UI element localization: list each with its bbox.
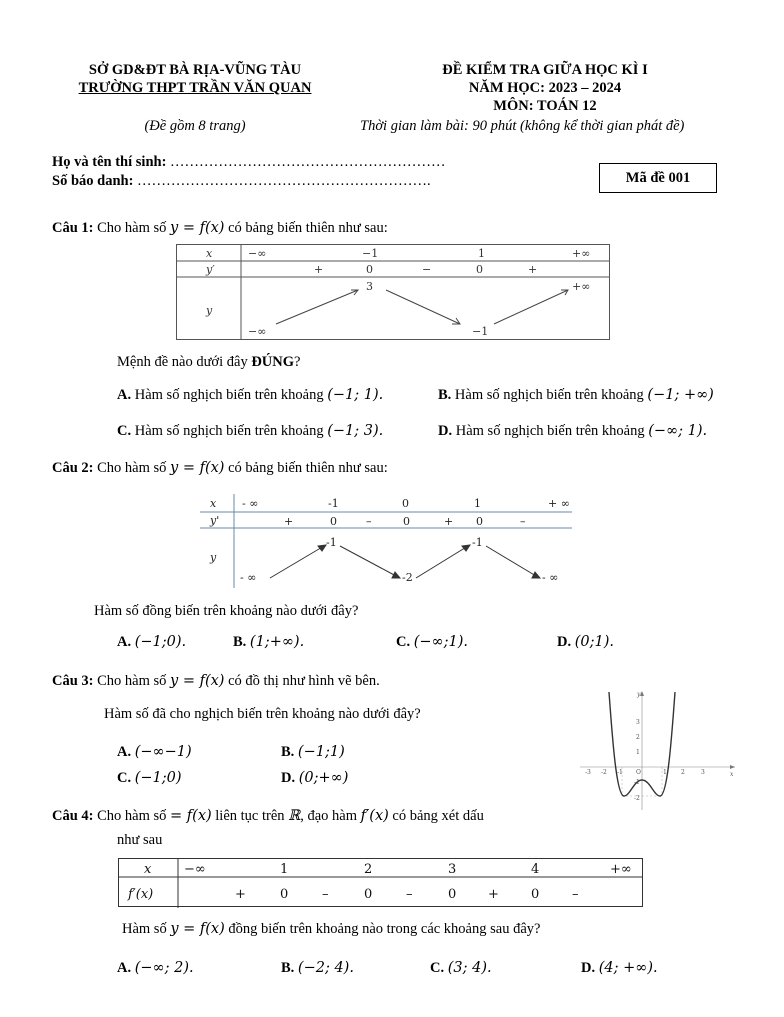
q2-yp-s3: + — [444, 515, 454, 528]
q3-ytick-3: 3 — [636, 719, 640, 726]
q4-fp-header: f′(x) — [128, 887, 154, 902]
exam-code-box: Mã đề 001 — [599, 163, 717, 193]
q3-option-c-math: (−1;0) — [134, 770, 182, 786]
q1-y-max: 3 — [366, 280, 373, 293]
q2-arrow-head1 — [318, 545, 326, 551]
q2-x-val1: -1 — [328, 497, 339, 510]
q4-option-a-key: A. — [117, 960, 132, 976]
q3-graph — [580, 688, 740, 812]
q4-stem — [52, 808, 484, 825]
q3-ytick-neg2: -2 — [634, 795, 640, 802]
q1-y-neg-inf: −∞ — [248, 325, 267, 338]
q1-yp-zero2: 0 — [476, 263, 483, 276]
q1-option-b-text: Hàm số nghịch biến trên khoảng — [454, 387, 644, 403]
q2-y-min: -2 — [402, 571, 413, 584]
q2-option-c-math: (−∞;1). — [413, 634, 468, 650]
student-id-line — [52, 173, 431, 190]
q4-x-header: x — [144, 862, 152, 877]
q2-yp-header: y' — [210, 514, 220, 527]
q3-xtick-neg2: -2 — [601, 769, 607, 776]
q4-fp-z1: 0 — [280, 887, 289, 902]
q3-label: Câu 3: — [52, 673, 94, 689]
q4-option-c-key: C. — [430, 960, 445, 976]
subject: MÔN: TOÁN 12 — [493, 98, 597, 114]
q2-yp-z1: 0 — [330, 515, 337, 528]
q1-option-c-key: C. — [117, 423, 132, 439]
q3-option-b-math: (−1;1) — [297, 744, 345, 760]
q4-option-a-math: (−∞; 2). — [134, 960, 194, 976]
q3-option-b-key: B. — [281, 744, 295, 760]
q1-yp-header: y′ — [206, 263, 215, 276]
q1-y-header: y — [206, 304, 213, 317]
q3-option-d-math: (0;+∞) — [298, 770, 349, 786]
q4-option-c[interactable] — [430, 960, 492, 977]
q4-fp-s1: + — [235, 887, 246, 902]
q4-deriv: f′(x) — [360, 808, 389, 824]
q2-option-d-key: D. — [557, 634, 572, 650]
student-name-label: Họ và tên thí sinh: — [52, 154, 167, 170]
q1-prompt-c: ? — [294, 354, 301, 370]
q3-prompt: Hàm số đã cho nghịch biến trên khoảng nào dưới đây? — [104, 706, 421, 722]
q3-option-c[interactable] — [117, 770, 182, 787]
q1-x-header: x — [206, 247, 213, 260]
q1-variation-table — [176, 244, 610, 340]
q3-xtick-2: 2 — [681, 769, 685, 776]
q2-option-c-key: C. — [396, 634, 411, 650]
student-name-dots: ………………………………………………… — [170, 154, 446, 170]
q2-y-max1: -1 — [326, 536, 337, 549]
q4-option-a[interactable] — [117, 960, 194, 977]
q1-option-d-text: Hàm số nghịch biến trên khoảng — [455, 423, 645, 439]
q1-option-c-text: Hàm số nghịch biến trên khoảng — [134, 423, 324, 439]
q4-fp-s4: + — [488, 887, 499, 902]
q2-variation-table — [200, 494, 572, 588]
q4-x-1: 1 — [280, 862, 289, 877]
q2-arrow-up1 — [270, 546, 324, 578]
q1-prompt — [117, 354, 300, 371]
q1-option-d[interactable] — [438, 423, 707, 440]
q2-stem — [52, 460, 388, 477]
q4-option-c-math: (3; 4). — [447, 960, 492, 976]
q2-text-a: Cho hàm số — [97, 460, 167, 476]
q4-x-3: 3 — [448, 862, 457, 877]
q1-y-pos-inf: +∞ — [572, 280, 591, 293]
q2-yp-s2: – — [366, 515, 372, 528]
time-note: Thời gian làm bài: 90 phút (không kể thời gian phát đề) — [360, 118, 685, 134]
q2-x-val2: 0 — [402, 497, 409, 510]
q4-option-d-key: D. — [581, 960, 596, 976]
q2-yp-z3: 0 — [476, 515, 483, 528]
dept-name: SỞ GD&ĐT BÀ RỊA-VŨNG TÀU — [88, 62, 302, 78]
q1-func: y = f(x) — [170, 220, 225, 236]
q3-option-c-key: C. — [117, 770, 132, 786]
q1-option-a[interactable] — [117, 387, 383, 404]
q3-option-a[interactable] — [117, 744, 192, 761]
q4-func: = f(x) — [170, 808, 212, 824]
q3-option-a-math: (−∞−1) — [134, 744, 192, 760]
q4-x-4: 4 — [531, 862, 540, 877]
q2-x-neg-inf: - ∞ — [242, 497, 259, 510]
q2-arrow-down1 — [340, 546, 396, 576]
q4-x-2: 2 — [364, 862, 373, 877]
q2-option-d[interactable] — [557, 634, 614, 651]
q2-arrow-down2 — [486, 546, 536, 576]
q3-ytick-neg1: -1 — [634, 779, 640, 786]
q3-x-arrow — [730, 765, 735, 769]
q4-fp-z2: 0 — [364, 887, 373, 902]
q1-stem — [52, 220, 388, 237]
q1-x-pos-inf: +∞ — [572, 247, 591, 260]
q3-ytick-2: 2 — [636, 734, 640, 741]
q1-arrow-up2 — [494, 290, 568, 324]
q1-prompt-a: Mệnh đề nào dưới đây — [117, 354, 252, 370]
q2-yp-s4: – — [520, 515, 526, 528]
q3-stem — [52, 673, 380, 690]
q2-y-neg-inf1: - ∞ — [240, 571, 257, 584]
q4-prompt-b: đồng biến trên khoảng nào trong các khoảng sau đây? — [228, 921, 541, 937]
q2-arrow-head2 — [392, 572, 400, 578]
q2-option-a-key: A. — [117, 634, 132, 650]
q3-xtick-neg3: -3 — [585, 769, 591, 776]
q2-y-header: y — [210, 551, 217, 564]
q4-option-d-math: (4; +∞). — [598, 960, 658, 976]
q1-yp-zero1: 0 — [366, 263, 373, 276]
q2-option-a-math: (−1;0). — [134, 634, 187, 650]
q3-x-axis-label: x — [730, 771, 734, 778]
q2-option-b[interactable] — [233, 634, 304, 651]
q3-origin-label: O — [636, 769, 641, 776]
q4-set: ℝ — [288, 808, 301, 824]
q2-option-b-math: (1;+∞). — [249, 634, 305, 650]
q4-fp-z4: 0 — [531, 887, 540, 902]
exam-title: ĐỀ KIỂM TRA GIỮA HỌC KÌ I — [442, 62, 648, 78]
q2-arrow-head4 — [532, 572, 540, 578]
q2-x-pos-inf: + ∞ — [548, 497, 570, 510]
q2-yp-s1: + — [284, 515, 294, 528]
school-name: TRƯỜNG THPT TRẦN VĂN QUAN — [78, 80, 312, 96]
q4-fp-s2: – — [322, 887, 329, 902]
q4-x-neg-inf: −∞ — [184, 862, 206, 877]
q4-text-c: , đạo hàm — [300, 808, 358, 824]
q1-x-neg-inf: −∞ — [248, 247, 267, 260]
q2-option-d-math: (0;1). — [574, 634, 614, 650]
q1-option-b-key: B. — [438, 387, 452, 403]
q2-y-neg-inf2: - ∞ — [542, 571, 559, 584]
q1-option-a-text: Hàm số nghịch biến trên khoảng — [134, 387, 324, 403]
school-year: NĂM HỌC: 2023 – 2024 — [468, 80, 622, 96]
q2-option-c[interactable] — [396, 634, 468, 651]
q4-prompt-func: y = f(x) — [170, 921, 225, 937]
page-count-note: (Đề gồm 8 trang) — [144, 118, 246, 134]
q1-x-val2: 1 — [478, 247, 485, 260]
q1-option-b-math: (−1; +∞) — [647, 387, 714, 403]
q4-text-e: như sau — [117, 832, 163, 848]
q4-text-b: liên tục trên — [215, 808, 285, 824]
q4-sign-table — [118, 858, 643, 908]
q1-option-a-math: (−1; 1). — [327, 387, 384, 403]
q2-x-header: x — [210, 497, 217, 510]
q2-text-b: có bảng biến thiên như sau: — [228, 460, 388, 476]
q1-x-val1: −1 — [362, 247, 379, 260]
q1-option-a-key: A. — [117, 387, 132, 403]
q3-text-b: có đồ thị như hình vẽ bên. — [228, 673, 380, 689]
q3-func: y = f(x) — [170, 673, 225, 689]
q2-prompt: Hàm số đồng biến trên khoảng nào dưới đây? — [94, 603, 359, 619]
q1-arrow-down — [386, 290, 460, 324]
q1-arrow-up1 — [276, 290, 358, 324]
q1-option-d-key: D. — [438, 423, 453, 439]
q3-option-a-key: A. — [117, 744, 132, 760]
q3-option-d-key: D. — [281, 770, 296, 786]
q1-option-d-math: (−∞; 1). — [648, 423, 708, 439]
q2-func: y = f(x) — [170, 460, 225, 476]
q4-fp-z3: 0 — [448, 887, 457, 902]
q4-prompt — [122, 921, 540, 938]
q1-prompt-emph: ĐÚNG — [251, 354, 295, 370]
q1-option-c-math: (−1; 3). — [327, 423, 384, 439]
q2-arrow-head3 — [462, 545, 470, 551]
q4-option-d[interactable] — [581, 960, 658, 977]
q1-text-b: có bảng biến thiên như sau: — [228, 220, 388, 236]
q1-option-c[interactable] — [117, 423, 383, 440]
q3-y-axis-label: y — [637, 691, 641, 698]
q1-label: Câu 1: — [52, 220, 94, 236]
q4-text-a: Cho hàm số — [97, 808, 167, 824]
q4-label: Câu 4: — [52, 808, 94, 824]
q1-option-b[interactable] — [438, 387, 714, 404]
q3-xtick-3: 3 — [701, 769, 705, 776]
q2-option-b-key: B. — [233, 634, 247, 650]
q4-fp-s3: – — [406, 887, 413, 902]
q2-yp-z2: 0 — [403, 515, 410, 528]
q2-arrow-up2 — [416, 546, 468, 578]
q4-option-b[interactable] — [281, 960, 354, 977]
q4-option-b-key: B. — [281, 960, 295, 976]
q1-text-a: Cho hàm số — [97, 220, 167, 236]
q2-option-a[interactable] — [117, 634, 186, 651]
q4-x-pos-inf: +∞ — [610, 862, 632, 877]
student-id-label: Số báo danh: — [52, 173, 134, 189]
q1-yp-sign3: + — [528, 263, 538, 276]
q1-y-min: −1 — [472, 325, 489, 338]
q1-yp-sign2: − — [422, 263, 432, 276]
q3-ytick-1: 1 — [636, 749, 640, 756]
q3-y-arrow — [640, 691, 644, 696]
q3-text-a: Cho hàm số — [97, 673, 167, 689]
q4-text-d: có bảng xét dấu — [392, 808, 484, 824]
q2-y-max2: -1 — [472, 536, 483, 549]
q3-option-d[interactable] — [281, 770, 348, 787]
q2-label: Câu 2: — [52, 460, 94, 476]
q2-x-val3: 1 — [474, 497, 481, 510]
q3-xtick-1: 1 — [663, 769, 667, 776]
student-id-dots: ……………………………………………………. — [137, 173, 431, 189]
q3-option-b[interactable] — [281, 744, 345, 761]
q4-option-b-math: (−2; 4). — [297, 960, 354, 976]
q4-prompt-a: Hàm số — [122, 921, 167, 937]
q4-fp-s5: – — [572, 887, 579, 902]
student-name-line — [52, 154, 446, 171]
q1-yp-sign1: + — [314, 263, 324, 276]
q3-xtick-neg1: -1 — [617, 769, 623, 776]
